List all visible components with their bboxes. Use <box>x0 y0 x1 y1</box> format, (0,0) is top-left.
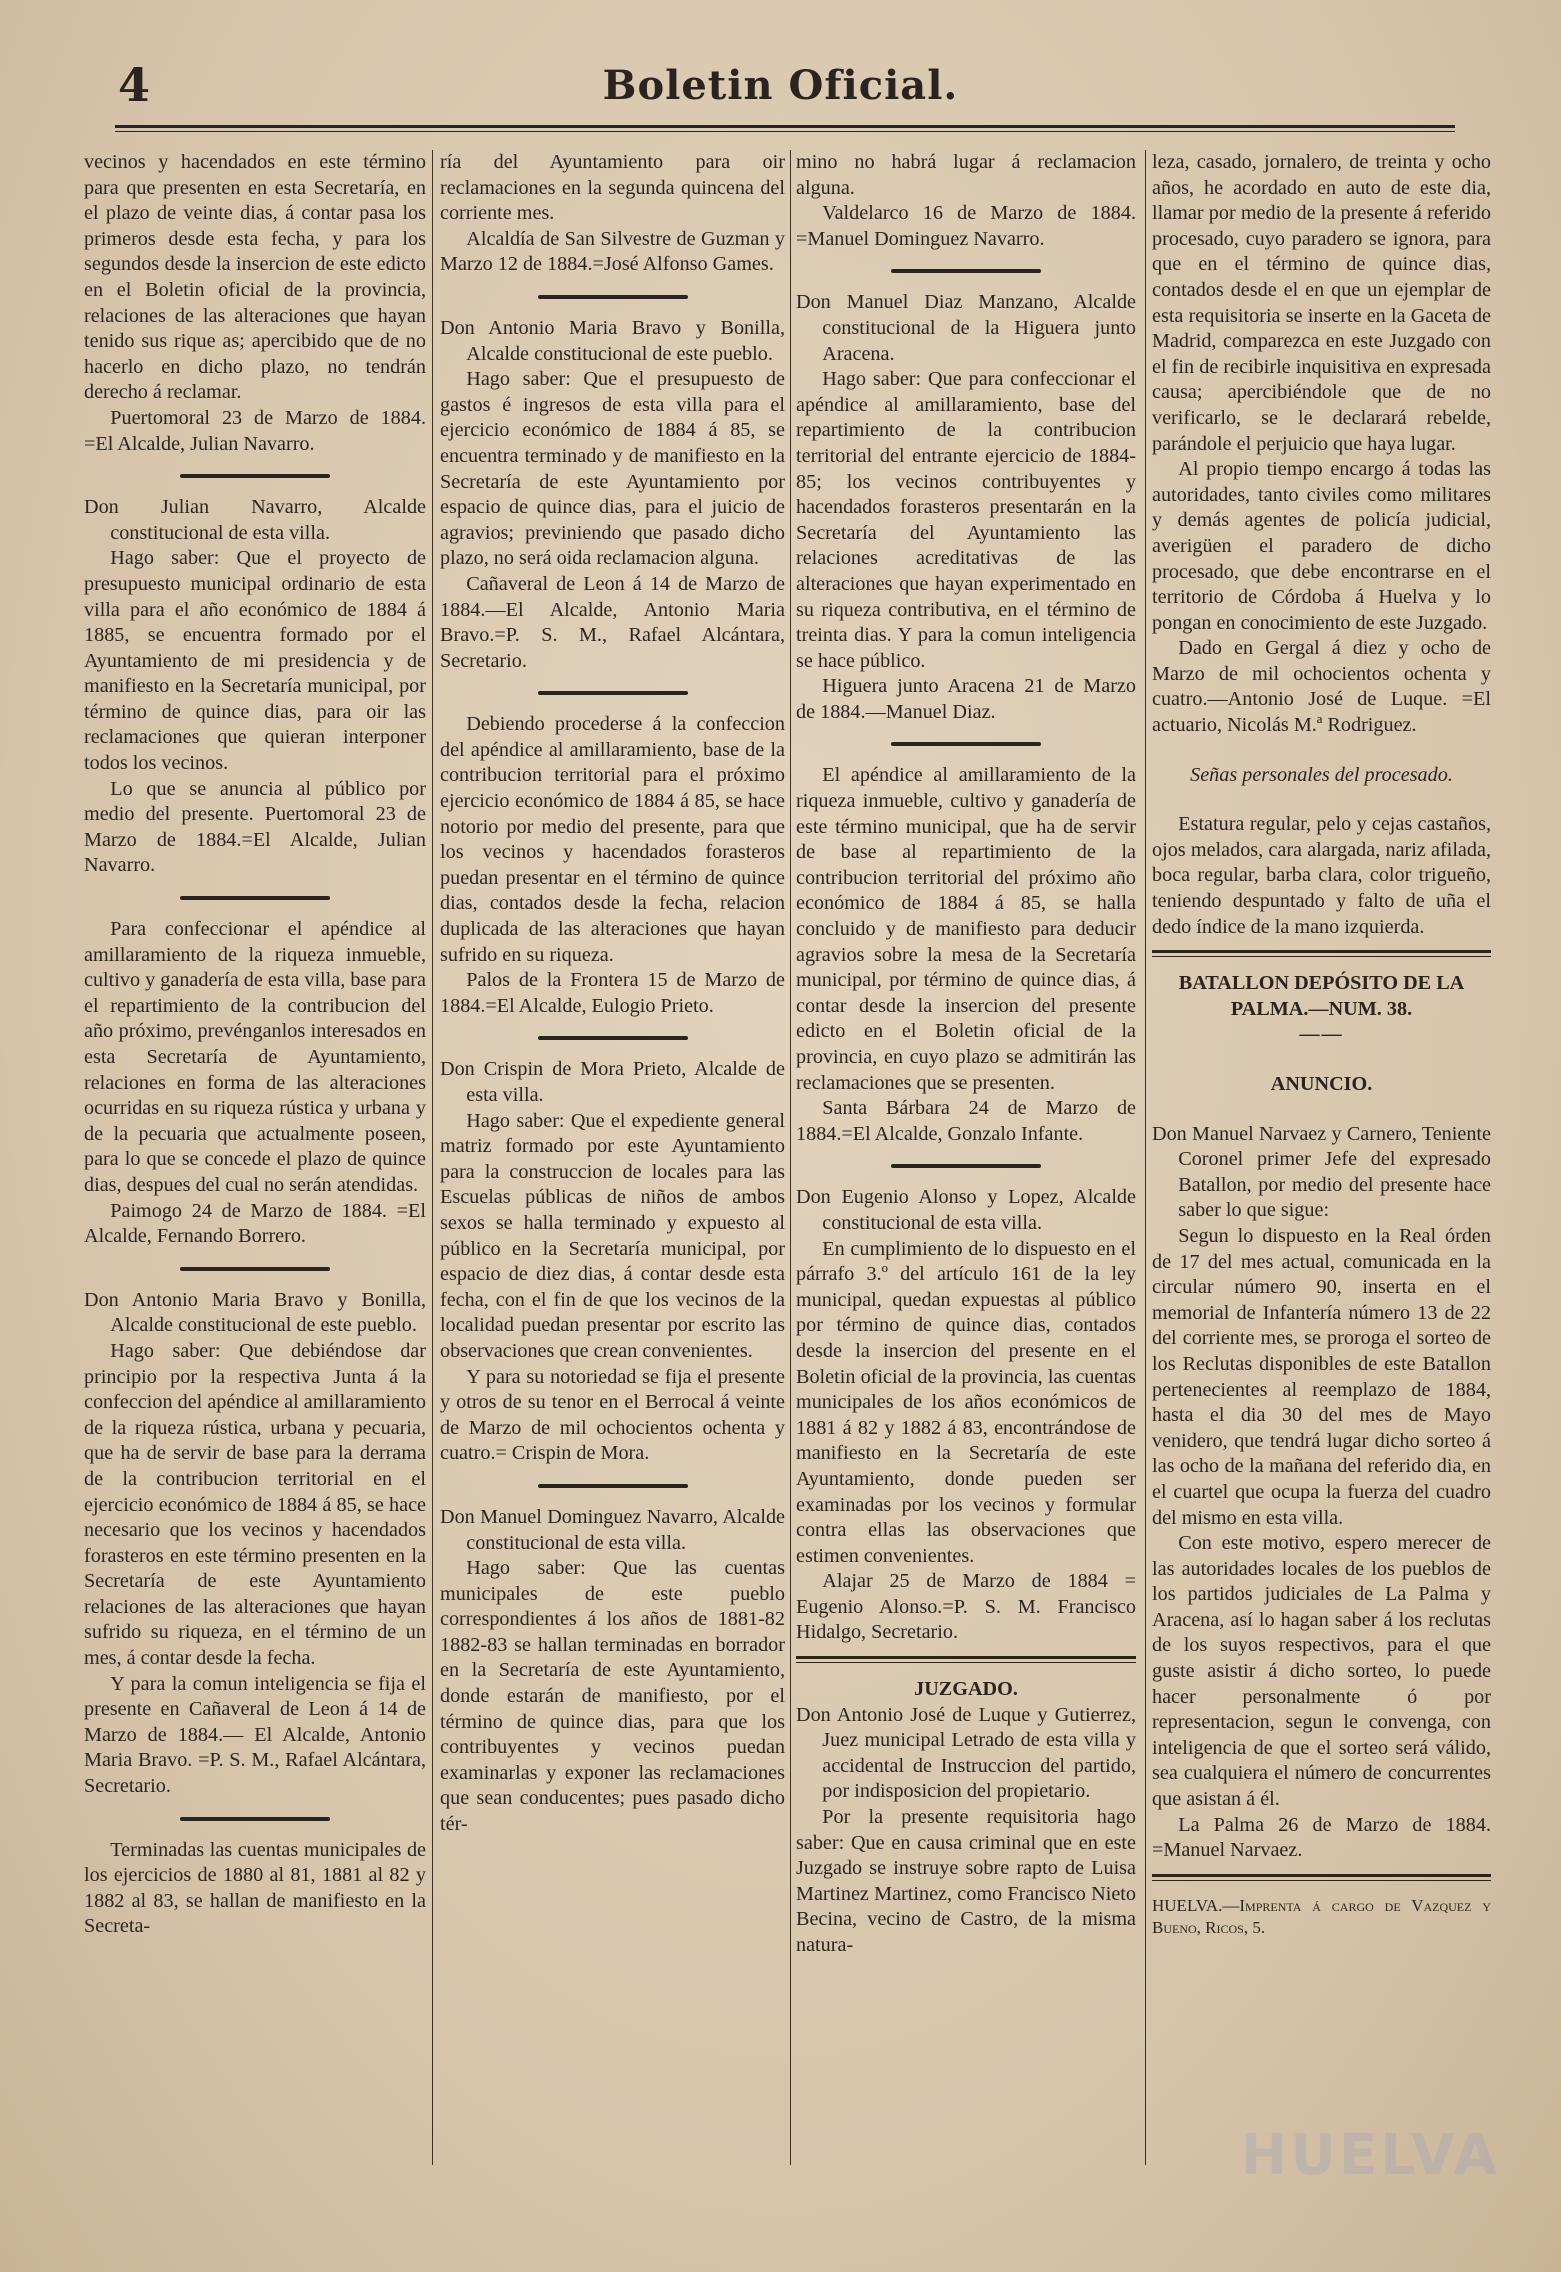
notice-paragraph: Segun lo dispuesto en la Real órden de 17 del mes actual, comunicada en la circular número 90, inserta en el memorial de Infantería número 13 de 22 del corriente mes, se proroga el sorteo de los Reclutas disponibles de este Batallon pertenecientes al reemplazo de 1884, hasta el dia 30 del mes de Mayo venidero, que tendrá lugar dicho sorteo á las ocho de la mañana del referido dia, en el cuartel que ocupa la fuerza del cuadro del mismo en esta villa. <box>1152 1224 1491 1529</box>
notice-paragraph: En cumplimiento de lo dispuesto en el párrafo 3.º del artículo 161 de la ley municipal, quedan expuestas al público por término de quince dias, contados desde la insercion del presente en el Boletin oficial de la provincia, las cuentas municipales de los años económicos de 1881 á 82 y 1882 á 83, encontrándose de manifiesto en la Secretaría de este Ayuntamiento, donde pueden ser examinadas por los vecinos y formular contra ellas las observaciones que estimen convenientes. <box>796 1237 1136 1567</box>
section-rule <box>1152 950 1491 957</box>
section-heading-juzgado: JUZGADO. <box>914 1678 1018 1701</box>
column-4 <box>1152 150 1491 2200</box>
notice-signature: Higuera junto Aracena 21 de Marzo de 1884.—Manuel Diaz. <box>796 675 1136 723</box>
notice-signature: Santa Bárbara 24 de Marzo de 1884.=El Alcalde, Gonzalo Infante. <box>796 1097 1136 1145</box>
notice-paragraph: vecinos y hacendados en este término para que presenten en esta Secretaría, en el plazo de veinte dias, á contar pasa los primeros desde esta fecha, y para los segundos desde la insercion de este edicto en el Boletin oficial de la provincia, relaciones de las alteraciones que hayan tenido sus rique as; apercibido que de no hacerlo en dicho plazo, no tendrán derecho á reclamar. <box>84 151 426 404</box>
notice-paragraph: Con este motivo, espero merecer de las autoridades locales de los pueblos de los partidos judiciales de La Palma y Aracena, así lo hagan saber á los reclutas de los suyos respectivos, para el que guste asistir á dicho sorteo, lo puede hacer personalmente ó por representacion, segun le convenga, con inteligencia de que el sorteo será válido, sea cualquiera el número de concurrentes que asistan á él. <box>1152 1532 1491 1811</box>
notice-heading: Don Julian Navarro, Alcalde constitucional de esta villa. <box>84 496 426 544</box>
notice-signature: La Palma 26 de Marzo de 1884. =Manuel Narvaez. <box>1152 1813 1491 1862</box>
notice-paragraph: Al propio tiempo encargo á todas las autoridades, tanto civiles como militares y demás agentes de policía judicial, averigüen el paradero de dicho procesado, que debe encontrarse en el territorio de Córdoba á Huelva y lo pongan en conocimiento de este Juzgado. <box>1152 458 1491 634</box>
notice-signature: Valdelarco 16 de Marzo de 1884. =Manuel Dominguez Navarro. <box>796 202 1136 250</box>
notice-signature: Paimogo 24 de Marzo de 1884. =El Alcalde, Fernando Borrero. <box>84 1199 426 1248</box>
section-heading-batallon: BATALLON DEPÓSITO DE LA PALMA.—NUM. 38. <box>1178 972 1465 1020</box>
notice-paragraph: Hago saber: Que el presupuesto de gastos é ingresos de esta villa para el ejercicio económico de 1884 á 85, se encuentra terminado y de manifiesto en la Secretaría de este Ayuntamiento por espacio de quince dias, para el juicio de agravios; previniendo que pasado dicho plazo, no será oida reclamacion alguna. <box>440 368 785 570</box>
notice-heading: Don Eugenio Alonso y Lopez, Alcalde constitucional de esta villa. <box>796 1186 1136 1234</box>
masthead-title: Boletin Oficial. <box>602 62 959 109</box>
notice-paragraph: Lo que se anuncia al público por medio del presente. Puertomoral 23 de Marzo de 1884.=El Alcalde, Julian Navarro. <box>84 777 426 877</box>
header-rule-thin <box>115 131 1455 132</box>
notice-paragraph: Hago saber: Que el expediente general matriz formado por este Ayuntamiento para la construccion de locales para las Escuelas públicas de niños de ambos sexos se halla terminado y expuesto al público en la Secretaría municipal, por espacio de diez dias, á contar desde esta fecha, con el fin de que los vecinos de la localidad puedan presentar por escrito las observaciones que crean convenientes. <box>440 1109 785 1362</box>
notice-signature: Palos de la Frontera 15 de Marzo de 1884.=El Alcalde, Eulogio Prieto. <box>440 969 785 1017</box>
notice-heading: Don Antonio Maria Bravo y Bonilla, Alcalde constitucional de este pueblo. <box>84 1288 426 1337</box>
notice-paragraph: mino no habrá lugar á reclamacion alguna. <box>796 151 1136 199</box>
notice-signature: Alajar 25 de Marzo de 1884 = Eugenio Alonso.=P. S. M. Francisco Hidalgo, Secretario. <box>796 1570 1136 1644</box>
notice-heading: Don Antonio Maria Bravo y Bonilla, Alcalde constitucional de este pueblo. <box>440 316 785 365</box>
notice-separator <box>84 1250 426 1288</box>
column-divider <box>790 150 791 2165</box>
notice-signature: Cañaveral de Leon á 14 de Marzo de 1884.—El Alcalde, Antonio Maria Bravo.=P. S. M., Rafael Alcántara, Secretario. <box>440 572 785 672</box>
notice-paragraph: El apéndice al amillaramiento de la riqueza inmueble, cultivo y ganadería de este término municipal, que ha de servir de base al repartimiento de la contribucion territorial del próximo año económico de 1884 á 85, se halla concluido y de manifiesto para deducir agravios sobre la mesa de la Secretaría municipal, por término de quince dias, á contar desde la insercion del presente edicto en el Boletin oficial de la provincia, en cuyo plazo se admitirán las reclamaciones que se presenten. <box>796 764 1136 1094</box>
page-number: 4 <box>118 58 151 112</box>
column-1 <box>84 150 426 2200</box>
notice-paragraph: Hago saber: Que las cuentas municipales de este pueblo correspondientes á los años de 1881-82 1882-83 se hallan terminadas en borrador en la Secretaría de este Ayuntamiento, donde estarán de manifiesto, por el término de quince dias, para que los contribuyentes y vecinos puedan examinarlas y exponer las reclamaciones que sean conducentes; pues pasado dicho tér- <box>440 1557 785 1836</box>
notice-paragraph: Por la presente requisitoria hago saber: Que en causa criminal que en este Juzgado se instruye sobre rapto de Luisa Martinez Martinez, como Francisco Nieto Becina, vecino de Castro, de la misma natura- <box>796 1806 1136 1956</box>
notice-paragraph: Y para la comun inteligencia se fija el presente en Cañaveral de Leon á 14 de Marzo de 1884.— El Alcalde, Antonio Maria Bravo. =P. S. M., Rafael Alcántara, Secretario. <box>84 1672 426 1798</box>
notice-paragraph: ría del Ayuntamiento para oir reclamaciones en la segunda quincena del corriente mes. <box>440 151 785 225</box>
header-rule <box>115 125 1455 128</box>
notice-paragraph: Hago saber: Que el proyecto de presupuesto municipal ordinario de esta villa para el año económico de 1884 á 1885, se encuentra formado por el Ayuntamiento de mi presidencia y de manifiesto en la Secretaría municipal, por término de quince dias, para oir las reclamaciones que quieran interponer todos los vecinos. <box>84 547 426 775</box>
printer-imprint: HUELVA.—Imprenta á cargo de Vazquez y Bueno, Ricos, 5. <box>1152 1895 1491 1937</box>
notice-paragraph: Debiendo procederse á la confeccion del apéndice al amillaramiento, base de la contribucion territorial para el próximo ejercicio económico de 1884 á 85, se hace notorio por medio del presente, para que los vecinos y hacendados forasteros puedan presentar en el término de quince dias, contados desde la fecha, relacion duplicada de las alteraciones que hayan sufrido en su riqueza. <box>440 713 785 966</box>
notice-separator <box>84 879 426 917</box>
notice-heading: Don Manuel Diaz Manzano, Alcalde constitucional de la Higuera junto Aracena. <box>796 291 1136 365</box>
notice-separator <box>440 674 785 712</box>
notice-separator <box>796 725 1136 763</box>
notice-heading: Don Manuel Narvaez y Carnero, Teniente Coronel primer Jefe del expresado Batallon, por medio del presente hace saber lo que sigue: <box>1152 1122 1491 1222</box>
column-divider <box>1145 150 1146 2165</box>
notice-signature: Dado en Gergal á diez y ocho de Marzo de mil ochocientos ochenta y cuatro.—Antonio José de Luque. =El actuario, Nicolás M.ª Rodriguez. <box>1152 637 1491 737</box>
notice-separator <box>440 1019 785 1057</box>
column-divider <box>432 150 433 2165</box>
archive-watermark: HUELVA <box>1240 2122 1500 2188</box>
heading-dash: —— <box>1299 1023 1344 1046</box>
notice-heading: Don Antonio José de Luque y Gutierrez, Juez municipal Letrado de esta villa y accidental de Instruccion del partido, por indisposicion del propietario. <box>796 1703 1136 1803</box>
section-heading-anuncio: ANUNCIO. <box>1270 1073 1373 1095</box>
subheading-personal-features: Señas personales del procesado. <box>1190 763 1453 786</box>
notice-paragraph: Para confeccionar el apéndice al amillaramiento de la riqueza inmueble, cultivo y ganadería de esta villa, base para el repartimiento de la contribucion del año próximo, prevénganlos interesados en esta Secretaría de Ayuntamiento, relaciones en forma de las alteraciones ocurridas en su riqueza rústica y urbana y de la pecuaria que actualmente poseen, para lo que se concede el plazo de quince dias, despues del cual no serán atendidas. <box>84 918 426 1196</box>
notice-separator <box>796 252 1136 290</box>
notice-separator <box>796 1147 1136 1185</box>
notice-separator <box>440 278 785 316</box>
notice-paragraph: Terminadas las cuentas municipales de los ejercicios de 1880 al 81, 1881 al 82 y 1882 al 83, se hallan de manifiesto en la Secreta- <box>84 1838 426 1938</box>
notice-separator <box>440 1467 785 1505</box>
section-rule <box>796 1656 1136 1663</box>
notice-paragraph: Hago saber: Que debiéndose dar principio por la respectiva Junta á la confeccion del apéndice al amillaramiento de la riqueza rústica, urbana y pecuaria, que ha de servir de base para la derrama de la contribucion territorial en el ejercicio económico de 1884 á 85, se hace necesario que los vecinos y hacendados forasteros en este término presenten en la Secretaría de este Ayuntamiento relaciones de las alteraciones que hayan sufrido su riqueza, en el término de un mes, á contar desde la fecha. <box>84 1339 426 1670</box>
notice-heading: Don Manuel Dominguez Navarro, Alcalde constitucional de esta villa. <box>440 1505 785 1554</box>
column-2 <box>440 150 785 2200</box>
notice-paragraph: Y para su notoriedad se fija el presente y otros de su tenor en el Berrocal á veinte de Marzo de mil ochocientos ochenta y cuatro.= Crispin de Mora. <box>440 1365 785 1465</box>
section-rule <box>1152 1874 1491 1881</box>
notice-paragraph: leza, casado, jornalero, de treinta y ocho años, he acordado en auto de este dia, llamar por medio de la presente á referido procesado, cuyo paradero se ignora, para que en el término de quince dias, contados desde el en que un ejemplar de esta requisitoria se inserte en la Gaceta de Madrid, comparezca en este Juzgado con el fin de recibirle inquisitiva en expresada causa; apercibiéndole que de no verificarlo, se le declarará rebelde, parándole el perjuicio que haya lugar. <box>1152 151 1491 455</box>
notice-separator <box>84 1800 426 1838</box>
notice-heading: Don Crispin de Mora Prieto, Alcalde de esta villa. <box>440 1058 785 1106</box>
notice-paragraph: Hago saber: Que para confeccionar el apéndice al amillaramiento, base del repartimiento de la contribucion territorial del entrante ejercicio de 1884-85; los vecinos contribuyentes y hacendados forasteros presentarán en la Secretaría del Ayuntamiento las relaciones acreditativas de las alteraciones que hayan experimentado en su riqueza contributiva, en el término de treinta dias. Y para la comun inteligencia se hace público. <box>796 368 1136 672</box>
notice-paragraph: Estatura regular, pelo y cejas castaños, ojos melados, cara alargada, nariz afilada, boca regular, barba clara, color trigueño, teniendo despuntado y falto de uña el dedo índice de la mano izquierda. <box>1152 813 1491 938</box>
notice-separator <box>84 457 426 495</box>
notice-signature: Alcaldía de San Silvestre de Guzman y Marzo 12 de 1884.=José Alfonso Games. <box>440 227 785 276</box>
notice-signature: Puertomoral 23 de Marzo de 1884. =El Alcalde, Julian Navarro. <box>84 406 426 455</box>
column-3 <box>796 150 1136 2200</box>
